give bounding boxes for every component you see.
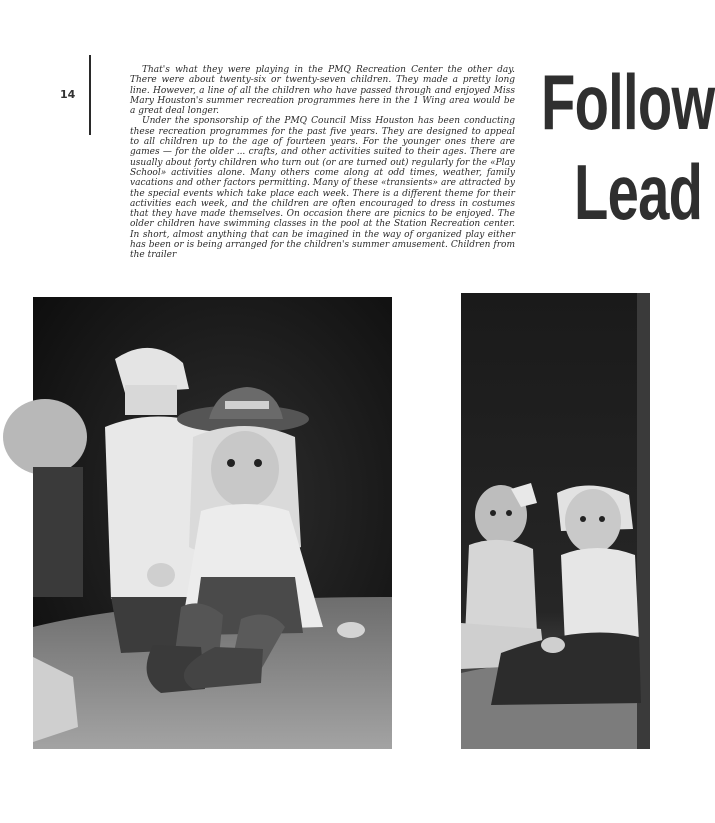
margin-rule: [89, 55, 91, 135]
two-girls-sitting-photo: [461, 293, 650, 749]
article-paragraph-2: Under the sponsorship of the PMQ Council Miss Houston has been conducting these recreation programmes for the past five years. They are designed to appeal to all children up to the age of fourteen years. For the younger ones there are games — for the older ... crafts, and other activities suited to their ages. There are usually about forty children who turn out (or are turned out) regularly for the «Play School» activities alone. Many others come along at odd times, weather, family vacations and other factors permitting. Many of these «transients» are attracted by the special events which take place each week. There is a different theme for their activities each week, and the children are often encouraged to dress in costumes that they have made themselves. On occasion there are picnics to be enjoyed. The older children have swimming classes in the pool at the Station Recreation center. In short, almost anything that can be imagined in the way of organized play either has been or is being arranged for the children's summer amusement. Children from the trailer: [130, 116, 515, 261]
article-paragraph-1: That's what they were playing in the PMQ Recreation Center the other day. There were about twenty-six or twenty-seven children. They made a pretty long line. However, a line of all the children who have passed through and enjoyed Miss Mary Houston's summer recreation programmes here in the 1 Wing area would be a great deal longer.: [130, 65, 515, 117]
page-number: 14: [60, 88, 76, 101]
article-body: [130, 65, 515, 273]
child-in-cowboy-hat-illustration: [33, 297, 392, 749]
headline-line-2: Lead: [574, 148, 703, 236]
child-in-cowboy-hat-photo: [33, 297, 392, 749]
headline-line-1: Follow: [541, 58, 715, 146]
two-girls-sitting-illustration: [461, 293, 650, 749]
